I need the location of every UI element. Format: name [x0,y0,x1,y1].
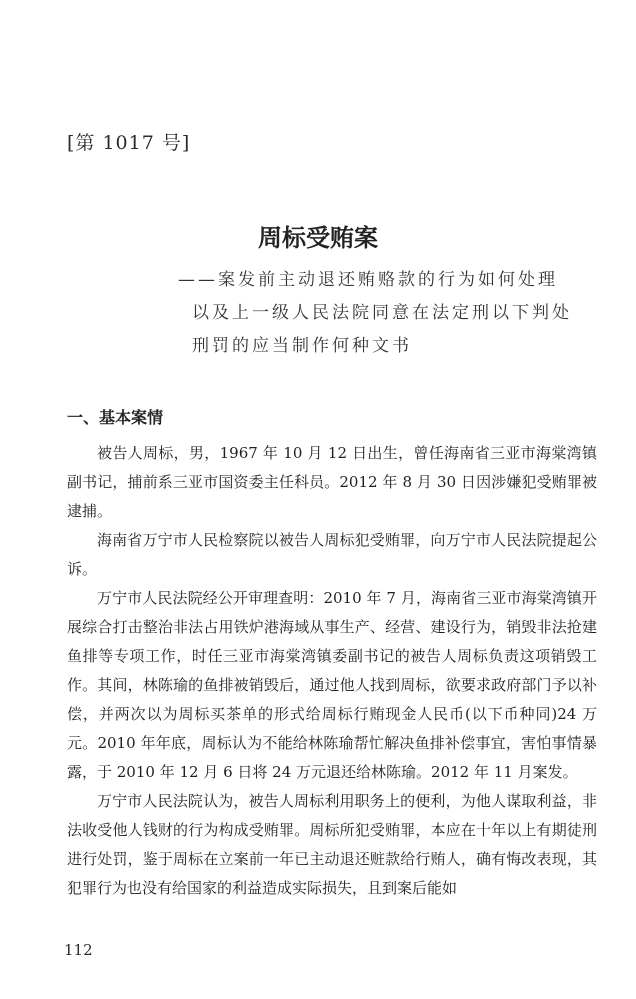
case-facts-body [67,439,597,903]
subtitle-line-2: 以及上一级人民法院同意在法定刑以下判处 [192,303,572,323]
subtitle-line-3: 刑罚的应当制作何种文书 [192,336,412,356]
case-title: 周标受贿案 [258,223,378,252]
paragraph: 被告人周标，男，1967 年 10 月 12 日出生，曾任海南省三亚市海棠湾镇副书记，捕前系三亚市国资委主任科员。2012 年 8 月 30 日因涉嫌犯受贿罪被逮捕。 [67,444,597,520]
paragraph: 海南省万宁市人民检察院以被告人周标犯受贿罪，向万宁市人民法院提起公诉。 [67,531,597,578]
section-heading: 一、基本案情 [67,408,164,427]
page-number: 112 [64,941,93,959]
case-number: [第 1017 号] [67,132,191,154]
subtitle-line-1: ——案发前主动退还贿赂款的行为如何处理 [178,270,558,290]
paragraph: 万宁市人民法院经公开审理查明：2010 年 7 月，海南省三亚市海棠湾镇开展综合打击整治非法占用铁炉港海域从事生产、经营、建设行为，销毁非法抢建鱼排等专项工作，时任三亚市海棠湾镇委副书记的被告人周标负责这项销毁工作。其间，林陈瑜的鱼排被销毁后，通过他人找到周标，欲要求政府部门予以补偿，并两次以为周标买茶单的形式给周标行贿现金人民币(以下币种同)24 万元。2010 年年底，周标认为不能给林陈瑜帮忙解决鱼排补偿事宜，害怕事情暴露，于 2010 年 12 月 6 日将 24 万元退还给林陈瑜。2012 年 11 月案发。 [67,589,597,781]
paragraph: 万宁市人民法院认为，被告人周标利用职务上的便利，为他人谋取利益，非法收受他人钱财的行为构成受贿罪。周标所犯受贿罪，本应在十年以上有期徒刑进行处罚，鉴于周标在立案前一年已主动退还赃款给行贿人，确有悔改表现，其犯罪行为也没有给国家的利益造成实际损失，且到案后能如 [67,792,597,897]
